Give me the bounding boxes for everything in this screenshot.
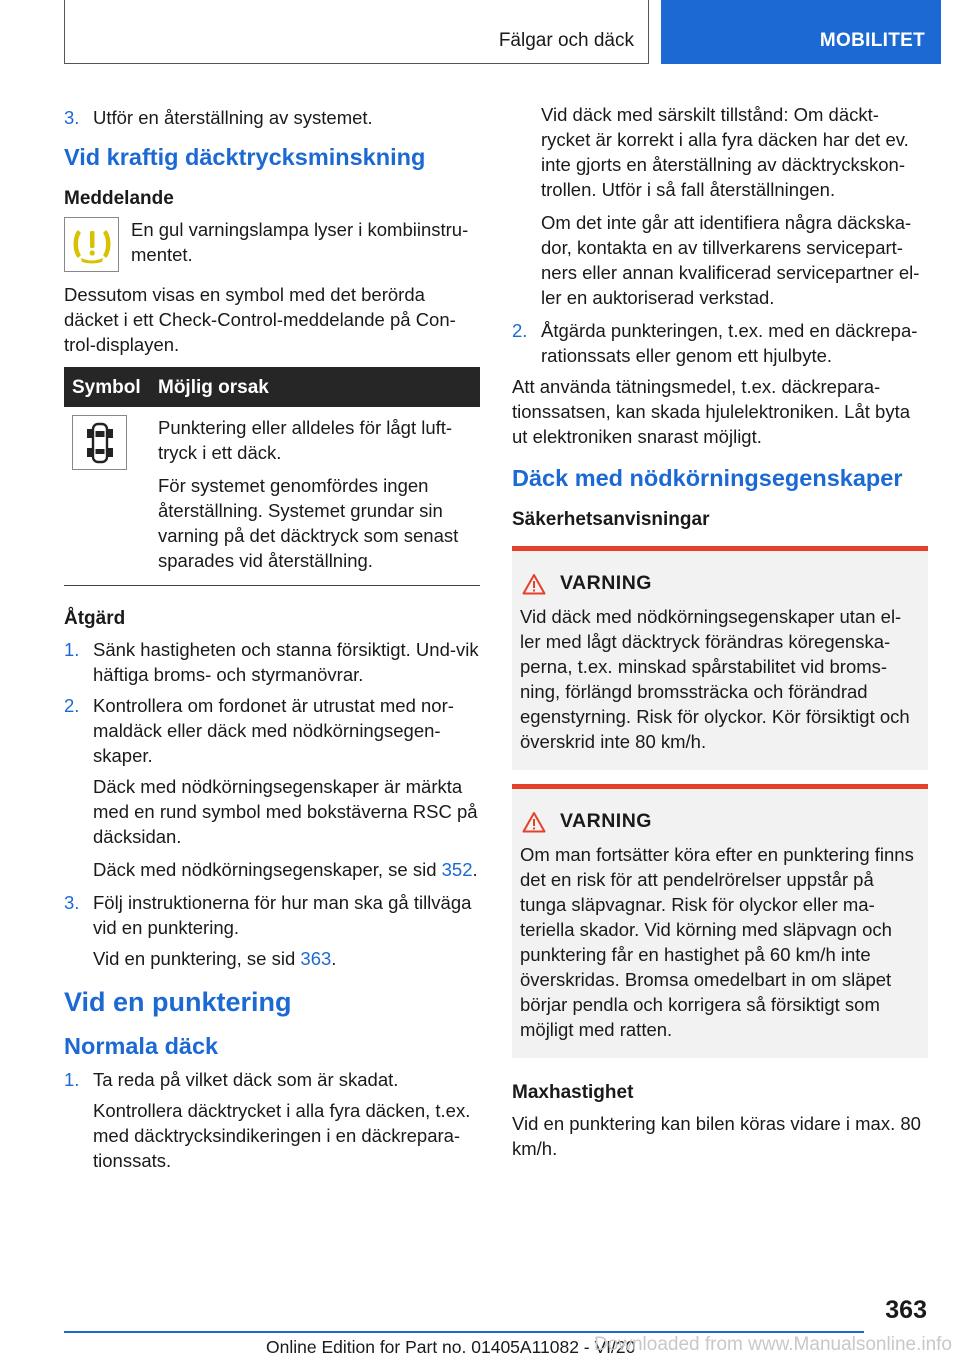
- page-number: 363: [885, 1296, 927, 1324]
- right-column: [512, 102, 928, 1169]
- subtext: Vid en punktering, se sid: [93, 948, 296, 969]
- footer-divider: [64, 1331, 864, 1333]
- warning-text: Om man fortsätter köra efter en punktering finns det en risk för att pendelrörelser uppstår på tunga släpvagnar. Risk för olyckor eller ma-teriella skador. Vid körning med släpvagn och punktering får en hastighet på 60 km/h inte överskridas. Bromsa omedelbart in om släpet börjar pendla och korrigera så försiktigt som möjligt med ratten.: [520, 844, 914, 1040]
- step-text: Utför en återställning av systemet.: [93, 107, 373, 128]
- step-text: Åtgärda punkteringen, t.ex. med en däckrepa-rationssats eller genom ett hjulbyte.: [541, 320, 918, 366]
- footer-edition: Online Edition for Part no. 01405A11082 - VI/20: [266, 1337, 636, 1357]
- warning-box: [512, 546, 928, 770]
- step-text: Ta reda på vilket däck som är skadat.: [93, 1069, 399, 1090]
- heading-puncture: Vid en punktering: [64, 987, 292, 1017]
- list-item: [64, 1067, 480, 1092]
- warning-title: [520, 571, 920, 596]
- watermark: Downloaded from www.Manualsonline.info: [593, 1334, 952, 1355]
- heading-message: Meddelande: [64, 188, 174, 209]
- left-column: [64, 105, 480, 1181]
- list-item: [512, 318, 928, 368]
- paragraph-sealant: Att använda tätningsmedel, t.ex. däckrepara-tionssatsen, kan skada hjulelektroniken. Låt byta ut elektroniken snarast möjligt.: [512, 376, 910, 447]
- warning-text: Vid däck med nödkörningsegenskaper utan el-ler med lågt däcktryck förändras köregenska-perna, t.ex. minskad spårstabilitet vid broms-ning, förlängd bromssträcka och förändrad egenstyrning. Risk för olyckor. Kör försiktigt och överskrid inte 80 km/h.: [520, 606, 910, 752]
- subtext-end: .: [472, 859, 478, 880]
- step-number: 2.: [512, 320, 528, 341]
- step-number: 2.: [64, 695, 80, 716]
- warning-triangle-icon: [522, 811, 546, 833]
- step-number: 3.: [64, 892, 80, 913]
- car-tire-position-icon: [72, 415, 127, 470]
- list-item: [64, 693, 480, 768]
- step-subtext: Kontrollera däcktrycket i alla fyra däcken, t.ex. med däcktrycksindikeringen i en däckrepara-tionssats.: [93, 1100, 471, 1171]
- step-text: Kontrollera om fordonet är utrustat med nor-maldäck eller däck med nödkörningsegen-skaper.: [93, 695, 454, 766]
- column-header-cause: Möjlig orsak: [150, 367, 480, 407]
- symbol-table: [64, 367, 480, 586]
- heading-safety: Säkerhetsanvisningar: [512, 509, 710, 530]
- heading-pressure-drop: Vid kraftig däcktrycksminskning: [64, 144, 426, 170]
- list-item: [64, 890, 480, 940]
- step-subtext: Däck med nödkörningsegenskaper är märkta med en rund symbol med bokstäverna RSC på däcksidan.: [93, 776, 478, 847]
- list-item: [64, 637, 480, 687]
- step-number: 1.: [64, 1069, 80, 1090]
- cause-text: Punktering eller alldeles för lågt luft-tryck i ett däck.: [158, 417, 453, 463]
- header-section-box: [64, 0, 649, 64]
- step-number: 1.: [64, 639, 80, 660]
- message-block: [64, 217, 480, 272]
- warning-box: [512, 784, 928, 1058]
- warning-label: VARNING: [560, 572, 652, 594]
- step-number: 3.: [64, 107, 80, 128]
- table-header-row: [64, 367, 480, 407]
- step-text: Följ instruktionerna för hur man ska gå tillväga vid en punktering.: [93, 892, 472, 938]
- heading-action: Åtgärd: [64, 608, 126, 629]
- heading-normal-tires: Normala däck: [64, 1033, 219, 1059]
- paragraph-max-speed: Vid en punktering kan bilen köras vidare i max. 80 km/h.: [512, 1113, 921, 1159]
- heading-max-speed: Maxhastighet: [512, 1082, 634, 1103]
- warning-triangle-icon: [522, 573, 546, 595]
- step-subtext: [64, 857, 480, 882]
- subtext-end: .: [331, 948, 337, 969]
- cause-text: För systemet genomfördes ingen återställning. Systemet grundar sin varning på det däcktryck som senast sparades vid återställning.: [158, 475, 459, 571]
- step-text: Sänk hastigheten och stanna försiktigt. Und-vik häftiga broms- och styrmanövrar.: [93, 639, 479, 685]
- list-item: [64, 105, 480, 130]
- heading-runflat: Däck med nödkörningsegenskaper: [512, 465, 903, 491]
- continued-text: Om det inte går att identifiera några däckska-dor, kontakta en av tillverkarens servicepart-ners eller annan kvalificerad servicepartner el-ler en auktoriserad verkstad.: [541, 212, 920, 308]
- header-chapter-box: [661, 0, 941, 64]
- page-link-363[interactable]: 363: [300, 948, 332, 969]
- warning-title: [520, 809, 920, 834]
- subtext: Däck med nödkörningsegenskaper, se sid: [93, 859, 437, 880]
- header-chapter-title: MOBILITET: [819, 30, 925, 51]
- step-subtext: [64, 946, 480, 971]
- message-text: En gul varningslampa lyser i kombiinstru-mentet.: [131, 219, 469, 265]
- page-link-352[interactable]: 352: [441, 859, 473, 880]
- warning-label: VARNING: [560, 810, 652, 832]
- paragraph-symbol-info: Dessutom visas en symbol med det berörda däcket i ett Check-Control-meddelande på Con-trol-displayen.: [64, 284, 456, 355]
- table-row: [64, 407, 480, 586]
- header-section-title: Fälgar och däck: [498, 30, 634, 51]
- column-header-symbol: Symbol: [64, 367, 150, 407]
- tire-pressure-warning-icon: [64, 217, 119, 272]
- continued-text: Vid däck med särskilt tillstånd: Om däckt-rycket är korrekt i alla fyra däcken har det ev. inte gjorts en återställning av däcktryckskon-trollen. Utför i så fall återställningen.: [541, 104, 909, 200]
